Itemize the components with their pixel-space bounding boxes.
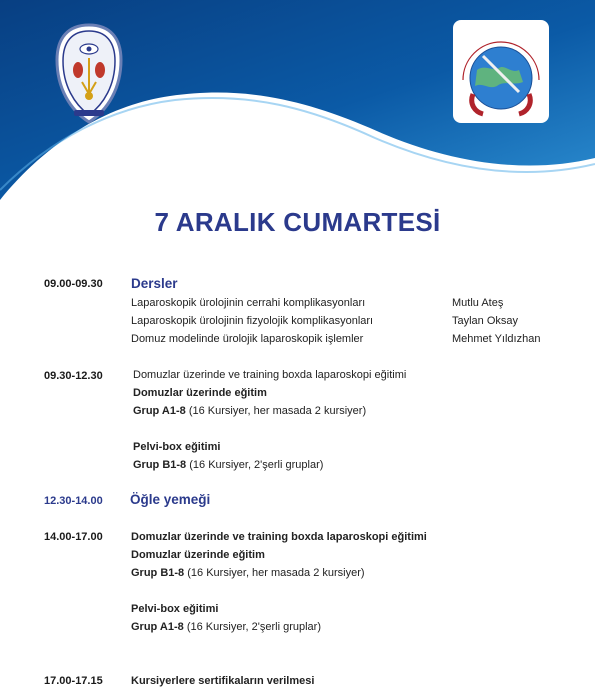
training-description: Domuzlar üzerinde ve training boxda laparoskopi eğitimi: [131, 531, 427, 543]
urology-emblem-logo: [54, 22, 124, 126]
group-name: Grup B1-8: [133, 459, 187, 471]
group-detail: (16 Kursiyer, 2'şerli gruplar): [186, 621, 321, 633]
section-heading-lunch: Öğle yemeği: [130, 492, 211, 507]
page-title: 7 ARALIK CUMARTESİ: [154, 207, 441, 237]
group-name: Grup B1-8: [131, 567, 185, 579]
group-detail: (16 Kursiyer, 2'şerli gruplar): [189, 459, 324, 471]
group-line: [133, 405, 366, 417]
group-name: Grup A1-8: [133, 405, 186, 417]
training-subheading: Domuzlar üzerinde eğitim: [131, 549, 265, 561]
lecture-speaker: Taylan Oksay: [452, 315, 519, 327]
training-description: Domuzlar üzerinde ve training boxda laparoskopi eğitimi: [133, 369, 407, 381]
group-detail: (16 Kursiyer, her masada 2 kursiyer): [188, 405, 367, 417]
time-slot-1230: 12.30-14.00: [44, 495, 103, 507]
time-slot-0930: 09.30-12.30: [44, 370, 103, 382]
group-line: [131, 567, 365, 579]
training-subheading: Pelvi-box eğitimi: [131, 603, 219, 615]
time-slot-0900: 09.00-09.30: [44, 278, 103, 290]
group-name: Grup A1-8: [131, 621, 184, 633]
training-subheading: Pelvi-box eğitimi: [133, 441, 221, 453]
lecture-topic: Laparoskopik ürolojinin cerrahi komplikasyonları: [131, 297, 366, 309]
lecture-topic: Domuz modelinde ürolojik laparoskopik işlemler: [131, 333, 364, 345]
lecture-speaker: Mehmet Yıldızhan: [452, 333, 541, 345]
group-line: [133, 459, 323, 471]
group-detail: (16 Kursiyer, her masada 2 kursiyer): [187, 567, 365, 579]
certificate-ceremony: Kursiyerlere sertifikaların verilmesi: [131, 675, 315, 687]
training-subheading: Domuzlar üzerinde eğitim: [133, 387, 267, 399]
globe-association-logo: [453, 20, 549, 123]
lecture-speaker: Mutlu Ateş: [452, 297, 504, 309]
lecture-topic: Laparoskopik ürolojinin fizyolojik komplikasyonları: [131, 315, 374, 327]
group-line: [131, 621, 321, 633]
time-slot-1400: 14.00-17.00: [44, 531, 103, 543]
time-slot-1700: 17.00-17.15: [44, 675, 103, 687]
section-heading-dersler: Dersler: [131, 276, 178, 291]
